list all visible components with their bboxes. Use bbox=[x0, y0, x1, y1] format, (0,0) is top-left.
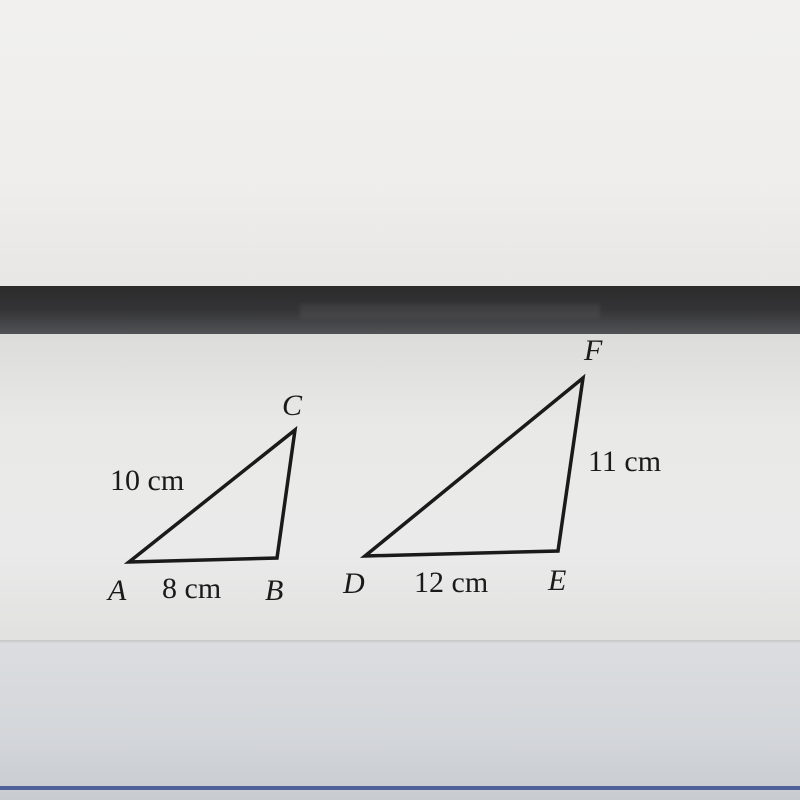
vertex-label-e: E bbox=[548, 564, 567, 597]
side-label-ab: 8 cm bbox=[162, 572, 222, 605]
triangle-def bbox=[365, 378, 583, 556]
side-label-de: 12 cm bbox=[414, 566, 489, 599]
vertex-label-b: B bbox=[265, 574, 284, 607]
vertex-label-d: D bbox=[343, 567, 365, 600]
side-label-ef: 11 cm bbox=[588, 445, 662, 478]
vertex-label-f: F bbox=[584, 334, 603, 367]
vertex-label-c: C bbox=[282, 389, 303, 422]
vertex-label-a: A bbox=[108, 574, 127, 607]
side-label-ac: 10 cm bbox=[110, 464, 185, 497]
